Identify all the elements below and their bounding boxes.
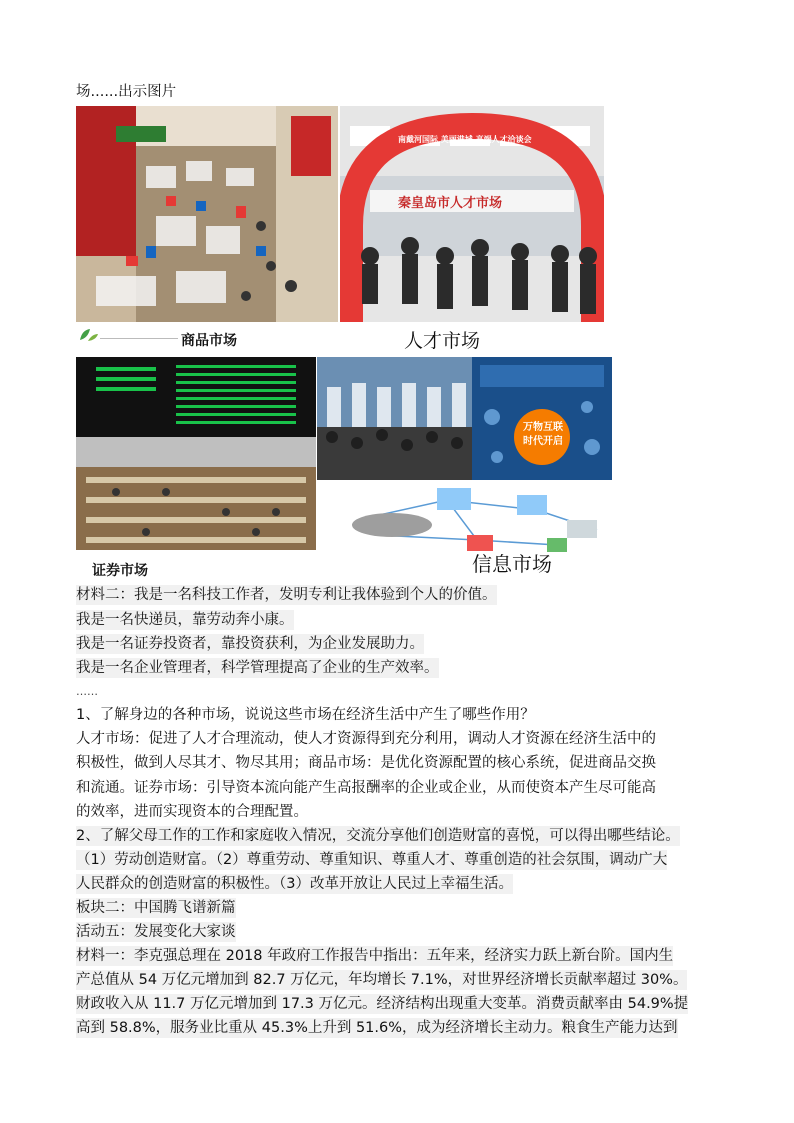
commodity-caption-rule: [100, 338, 178, 339]
info-market-iot-poster: [472, 357, 612, 480]
material1-line-3: 财政收入从 11.7 万亿元增加到 17.3 万亿元。经济结构出现重大变革。消费贡献率由 54.9%提: [76, 996, 689, 1012]
info-market-network-diagram: [317, 480, 612, 560]
securities-market-caption: 证券市场: [92, 563, 148, 579]
talent-market-sign: 秦皇岛市人才市场: [398, 196, 503, 211]
talent-arch-text: 南戴河国际 美丽港城 高端人才洽谈会: [398, 135, 532, 144]
commodity-market-photo: [76, 106, 338, 322]
info-poster-text: 万物互联 时代开启: [523, 422, 563, 447]
material2-line-3: 我是一名证券投资者，靠投资获利，为企业发展助力。: [76, 636, 424, 652]
material2-line-4: 我是一名企业管理者，科学管理提高了企业的生产效率。: [76, 660, 439, 676]
info-market-caption: 信息市场: [472, 552, 552, 576]
activity-title: 活动五：发展变化大家谈: [76, 924, 236, 940]
material1-line-4: 高到 58.8%，服务业比重从 45.3%上升到 51.6%，成为经济增长主动力。粮食生产能力达到: [76, 1020, 678, 1036]
intro-line: 场......出示图片: [76, 84, 177, 100]
commodity-market-caption: 商品市场: [181, 333, 237, 349]
info-market-crowd-photo: [317, 357, 472, 480]
material1-line-1: 材料一：李克强总理在 2018 年政府工作报告中指出：五年来，经济实力跃上新台阶。国内生: [76, 948, 674, 964]
material1-line-2: 产总值从 54 万亿元增加到 82.7 万亿元，年均增长 7.1%，对世界经济增长贡献率超过 30%。: [76, 972, 688, 988]
question-1: 1、了解身边的各种市场，说说这些市场在经济生活中产生了哪些作用？: [76, 707, 535, 723]
answer-1-line-3: 和流通。证券市场：引导资本流向能产生高报酬率的企业或企业，从而使资本产生尽可能高: [76, 780, 656, 796]
talent-market-caption: 人才市场: [404, 330, 481, 352]
commodity-caption-leaf-icon: [76, 326, 100, 344]
securities-market-photo: [76, 357, 316, 550]
material2-line-2: 我是一名快递员，靠劳动奔小康。: [76, 612, 294, 628]
section-title: 板块二：中国腾飞谱新篇: [76, 900, 236, 916]
answer-1-line-1: 人才市场：促进了人才合理流动，使人才资源得到充分利用，调动人才资源在经济生活中的: [76, 731, 656, 747]
question-2: 2、了解父母工作的工作和家庭收入情况，交流分享他们创造财富的喜悦，可以得出哪些结论。: [76, 828, 680, 844]
talent-market-photo: [340, 106, 604, 322]
answer-1-line-2: 积极性，做到人尽其才、物尽其用；商品市场：是优化资源配置的核心系统，促进商品交换: [76, 755, 656, 771]
answer-2-line-2: 人民群众的创造财富的积极性。（3）改革开放让人民过上幸福生活。: [76, 876, 513, 892]
answer-1-line-4: 的效率，进而实现资本的合理配置。: [76, 804, 308, 820]
material2-line-1: 材料二：我是一名科技工作者，发明专利让我体验到个人的价值。: [76, 587, 497, 603]
material2-ellipsis: ……: [76, 685, 98, 698]
answer-2-line-1: （1）劳动创造财富。（2）尊重劳动、尊重知识、尊重人才、尊重创造的社会氛围，调动广大: [76, 852, 668, 868]
